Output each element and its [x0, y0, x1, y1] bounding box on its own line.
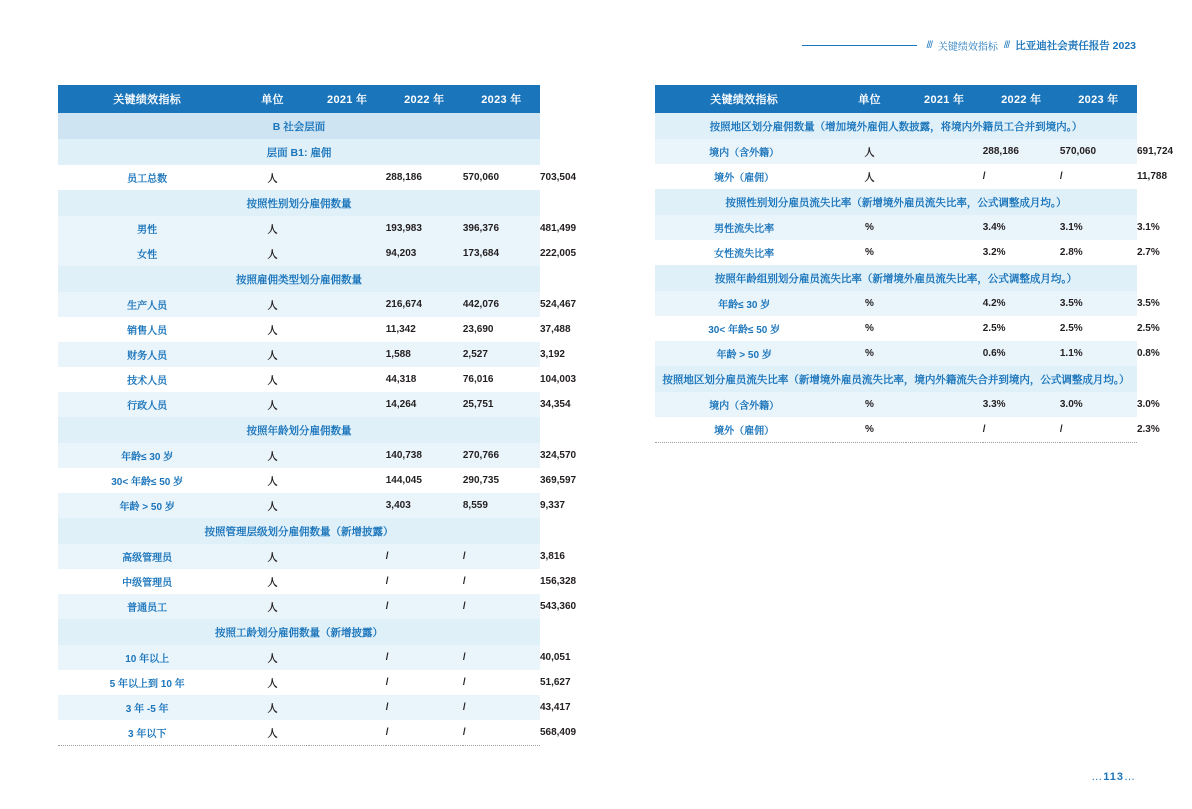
table-row: [655, 417, 1137, 443]
row-indicator: 生产人员: [58, 292, 236, 317]
row-value-2022: 2,527: [386, 342, 463, 367]
row-indicator: 年龄≤ 30 岁: [58, 443, 236, 468]
table-row: [58, 165, 540, 190]
row-value-2023: 481,499: [463, 216, 540, 241]
row-value-2021: 288,186: [309, 165, 386, 190]
row-value-2021: /: [309, 594, 386, 619]
table-section-row: [58, 190, 540, 216]
row-value-2022: /: [386, 670, 463, 695]
table-row: [58, 367, 540, 392]
row-unit: 人: [236, 241, 308, 266]
row-indicator: 10 年以上: [58, 645, 236, 670]
row-value-2021: 3.3%: [906, 392, 983, 417]
row-value-2021: /: [309, 695, 386, 720]
section-label: 层面 B1: 雇佣: [58, 139, 540, 165]
row-value-2021: 3,403: [309, 493, 386, 518]
row-unit: 人: [236, 468, 308, 493]
header-rule: [802, 45, 917, 46]
table-row: [655, 341, 1137, 366]
row-value-2023: 524,467: [463, 292, 540, 317]
row-indicator: 高级管理员: [58, 544, 236, 569]
table-row: [655, 139, 1137, 164]
row-value-2022: /: [386, 569, 463, 594]
row-value-2022: 173,684: [386, 241, 463, 266]
row-indicator: 财务人员: [58, 342, 236, 367]
row-indicator: 年龄≤ 30 岁: [655, 291, 833, 316]
table-row: [655, 240, 1137, 265]
row-value-2023: 2.3%: [1060, 417, 1137, 443]
table-body-left: [58, 113, 577, 746]
table-section-row: [655, 265, 1137, 291]
row-value-2021: 2.5%: [906, 316, 983, 341]
table-row: [58, 670, 540, 695]
row-unit: 人: [236, 367, 308, 392]
row-value-2021: 1,588: [309, 342, 386, 367]
row-value-2021: /: [309, 670, 386, 695]
table-section-row: [58, 417, 540, 443]
table-section-row: [58, 619, 540, 645]
row-indicator: 技术人员: [58, 367, 236, 392]
row-value-2023: 3.1%: [1060, 215, 1137, 240]
page-footer: [1091, 771, 1136, 783]
row-value-2021: /: [309, 569, 386, 594]
row-unit: %: [833, 240, 905, 265]
row-value-2022: 570,060: [386, 165, 463, 190]
row-unit: 人: [236, 342, 308, 367]
row-unit: 人: [236, 720, 308, 746]
row-value-2022: /: [386, 720, 463, 746]
footer-dots-right: …: [1124, 771, 1136, 783]
row-value-2023: 40,051: [463, 645, 540, 670]
row-value-2022: /: [386, 695, 463, 720]
row-indicator: 行政人员: [58, 392, 236, 417]
row-indicator: 3 年以下: [58, 720, 236, 746]
row-value-2023: 9,337: [463, 493, 540, 518]
column-header-2023: 2023 年: [1060, 85, 1137, 113]
table-row: [58, 443, 540, 468]
row-value-2021: 140,738: [309, 443, 386, 468]
kpi-table-right: [655, 85, 1174, 443]
row-value-2021: 0.6%: [906, 341, 983, 366]
column-header-unit: 单位: [236, 85, 308, 113]
table-row: [655, 215, 1137, 240]
section-label: 按照地区划分雇佣数量（增加境外雇佣人数披露，将境内外籍员工合并到境内。）: [655, 113, 1137, 139]
row-indicator: 年龄 > 50 岁: [655, 341, 833, 366]
row-value-2022: 396,376: [386, 216, 463, 241]
row-unit: 人: [236, 216, 308, 241]
header-subtitle: 关键绩效指标: [937, 42, 998, 53]
row-unit: 人: [833, 139, 905, 164]
table-section-row: [58, 266, 540, 292]
table-section-row: [58, 139, 540, 165]
row-value-2023: 51,627: [463, 670, 540, 695]
row-value-2023: 369,597: [463, 468, 540, 493]
row-indicator: 销售人员: [58, 317, 236, 342]
row-value-2021: 144,045: [309, 468, 386, 493]
row-value-2021: 94,203: [309, 241, 386, 266]
row-unit: %: [833, 392, 905, 417]
table-header-left: [58, 85, 540, 113]
row-value-2022: 570,060: [983, 139, 1060, 164]
row-indicator: 5 年以上到 10 年: [58, 670, 236, 695]
row-value-2023: 703,504: [463, 165, 540, 190]
section-label: 按照性别划分雇员流失比率（新增境外雇员流失比率，公式调整成月均。）: [655, 189, 1137, 215]
row-value-2021: 193,983: [309, 216, 386, 241]
row-unit: 人: [236, 317, 308, 342]
row-value-2021: /: [309, 720, 386, 746]
row-value-2023: 34,354: [463, 392, 540, 417]
row-value-2022: /: [386, 594, 463, 619]
table-row: [58, 493, 540, 518]
row-unit: 人: [236, 695, 308, 720]
table-header-row: [58, 85, 540, 113]
row-value-2021: 288,186: [906, 139, 983, 164]
row-value-2021: /: [309, 544, 386, 569]
section-label: B 社会层面: [58, 113, 540, 139]
row-unit: 人: [236, 493, 308, 518]
section-label: 按照雇佣类型划分雇佣数量: [58, 266, 540, 292]
row-value-2023: 104,003: [463, 367, 540, 392]
column-header-indicator: 关键绩效指标: [58, 85, 236, 113]
row-value-2021: 3.4%: [906, 215, 983, 240]
column-header-unit: 单位: [833, 85, 905, 113]
section-label: 按照性别划分雇佣数量: [58, 190, 540, 216]
row-unit: %: [833, 341, 905, 366]
section-label: 按照管理层级划分雇佣数量（新增披露）: [58, 518, 540, 544]
row-unit: 人: [236, 569, 308, 594]
column-header-indicator: 关键绩效指标: [655, 85, 833, 113]
row-value-2023: 11,788: [1060, 164, 1137, 189]
row-indicator: 年龄 > 50 岁: [58, 493, 236, 518]
row-unit: 人: [236, 443, 308, 468]
table-row: [58, 216, 540, 241]
row-indicator: 女性: [58, 241, 236, 266]
row-value-2022: /: [983, 417, 1060, 443]
table-row: [58, 342, 540, 367]
kpi-table-right-container: [655, 85, 1174, 443]
row-indicator: 员工总数: [58, 165, 236, 190]
row-value-2022: 270,766: [386, 443, 463, 468]
section-label: 按照地区划分雇员流失比率（新增境外雇员流失比率，境内外籍流失合并到境内，公式调整成月均。）: [655, 366, 1137, 392]
row-value-2021: /: [906, 417, 983, 443]
table-row: [58, 594, 540, 619]
table-row: [655, 316, 1137, 341]
row-unit: 人: [236, 544, 308, 569]
row-value-2023: 2.5%: [1060, 316, 1137, 341]
row-indicator: 男性流失比率: [655, 215, 833, 240]
row-value-2022: 290,735: [386, 468, 463, 493]
header-slash-right: ///: [1003, 40, 1010, 51]
kpi-table-left-container: [58, 85, 577, 746]
row-indicator: 3 年 -5 年: [58, 695, 236, 720]
row-value-2022: 3.5%: [983, 291, 1060, 316]
page-header: [802, 38, 1136, 53]
row-value-2023: 691,724: [1060, 139, 1137, 164]
table-section-row: [58, 518, 540, 544]
section-label: 按照工龄划分雇佣数量（新增披露）: [58, 619, 540, 645]
row-unit: %: [833, 316, 905, 341]
row-value-2023: 0.8%: [1060, 341, 1137, 366]
table-header-row: [655, 85, 1137, 113]
row-value-2022: 2.8%: [983, 240, 1060, 265]
row-value-2023: 222,005: [463, 241, 540, 266]
footer-dots-left: …: [1091, 771, 1104, 783]
row-value-2022: /: [386, 645, 463, 670]
row-value-2021: 3.2%: [906, 240, 983, 265]
table-section-row: [655, 366, 1137, 392]
row-value-2022: /: [983, 164, 1060, 189]
table-section-row: [58, 113, 540, 139]
table-row: [58, 241, 540, 266]
header-slash-left: ///: [926, 40, 932, 51]
row-value-2022: 3.0%: [983, 392, 1060, 417]
table-row: [58, 292, 540, 317]
row-value-2022: 23,690: [386, 317, 463, 342]
row-value-2023: 3.0%: [1060, 392, 1137, 417]
row-value-2023: 3,816: [463, 544, 540, 569]
table-row: [58, 392, 540, 417]
row-value-2022: 2.5%: [983, 316, 1060, 341]
table-row: [58, 468, 540, 493]
row-value-2021: 216,674: [309, 292, 386, 317]
row-unit: 人: [236, 392, 308, 417]
header-title: 比亚迪社会责任报告 2023: [1015, 40, 1136, 52]
row-indicator: 境外（雇佣）: [655, 164, 833, 189]
row-value-2022: 25,751: [386, 392, 463, 417]
table-row: [58, 720, 540, 746]
row-indicator: 境内（含外籍）: [655, 392, 833, 417]
row-unit: 人: [236, 292, 308, 317]
row-indicator: 30< 年龄≤ 50 岁: [655, 316, 833, 341]
row-value-2023: 3.5%: [1060, 291, 1137, 316]
table-row: [58, 645, 540, 670]
row-value-2022: 3.1%: [983, 215, 1060, 240]
row-indicator: 30< 年龄≤ 50 岁: [58, 468, 236, 493]
row-value-2021: 44,318: [309, 367, 386, 392]
row-value-2023: 568,409: [463, 720, 540, 746]
row-unit: 人: [236, 165, 308, 190]
column-header-2022: 2022 年: [983, 85, 1060, 113]
row-value-2023: 3,192: [463, 342, 540, 367]
row-value-2022: 442,076: [386, 292, 463, 317]
row-value-2023: 324,570: [463, 443, 540, 468]
table-row: [655, 164, 1137, 189]
row-indicator: 境内（含外籍）: [655, 139, 833, 164]
row-indicator: 普通员工: [58, 594, 236, 619]
row-unit: 人: [236, 645, 308, 670]
row-value-2023: 2.7%: [1060, 240, 1137, 265]
row-value-2022: 76,016: [386, 367, 463, 392]
row-unit: 人: [236, 594, 308, 619]
column-header-2022: 2022 年: [386, 85, 463, 113]
table-row: [655, 291, 1137, 316]
table-row: [58, 569, 540, 594]
table-header-right: [655, 85, 1137, 113]
row-value-2021: /: [309, 645, 386, 670]
row-value-2021: 11,342: [309, 317, 386, 342]
row-unit: 人: [833, 164, 905, 189]
section-label: 按照年龄划分雇佣数量: [58, 417, 540, 443]
row-unit: %: [833, 291, 905, 316]
row-unit: %: [833, 215, 905, 240]
row-value-2021: 4.2%: [906, 291, 983, 316]
row-value-2023: 543,360: [463, 594, 540, 619]
row-value-2022: 8,559: [386, 493, 463, 518]
row-value-2022: 1.1%: [983, 341, 1060, 366]
row-indicator: 境外（雇佣）: [655, 417, 833, 443]
row-value-2021: 14,264: [309, 392, 386, 417]
table-row: [655, 392, 1137, 417]
row-unit: %: [833, 417, 905, 443]
row-indicator: 男性: [58, 216, 236, 241]
row-unit: 人: [236, 670, 308, 695]
row-value-2023: 43,417: [463, 695, 540, 720]
table-row: [58, 695, 540, 720]
row-value-2021: /: [906, 164, 983, 189]
table-section-row: [655, 113, 1137, 139]
section-label: 按照年龄组别划分雇员流失比率（新增境外雇员流失比率，公式调整成月均。）: [655, 265, 1137, 291]
row-value-2023: 37,488: [463, 317, 540, 342]
kpi-table-left: [58, 85, 577, 746]
column-header-2023: 2023 年: [463, 85, 540, 113]
table-body-right: [655, 113, 1174, 443]
row-indicator: 女性流失比率: [655, 240, 833, 265]
column-header-2021: 2021 年: [309, 85, 386, 113]
table-row: [58, 544, 540, 569]
column-header-2021: 2021 年: [906, 85, 983, 113]
row-indicator: 中级管理员: [58, 569, 236, 594]
page-number: 113: [1103, 771, 1124, 783]
table-section-row: [655, 189, 1137, 215]
table-row: [58, 317, 540, 342]
row-value-2023: 156,328: [463, 569, 540, 594]
row-value-2022: /: [386, 544, 463, 569]
